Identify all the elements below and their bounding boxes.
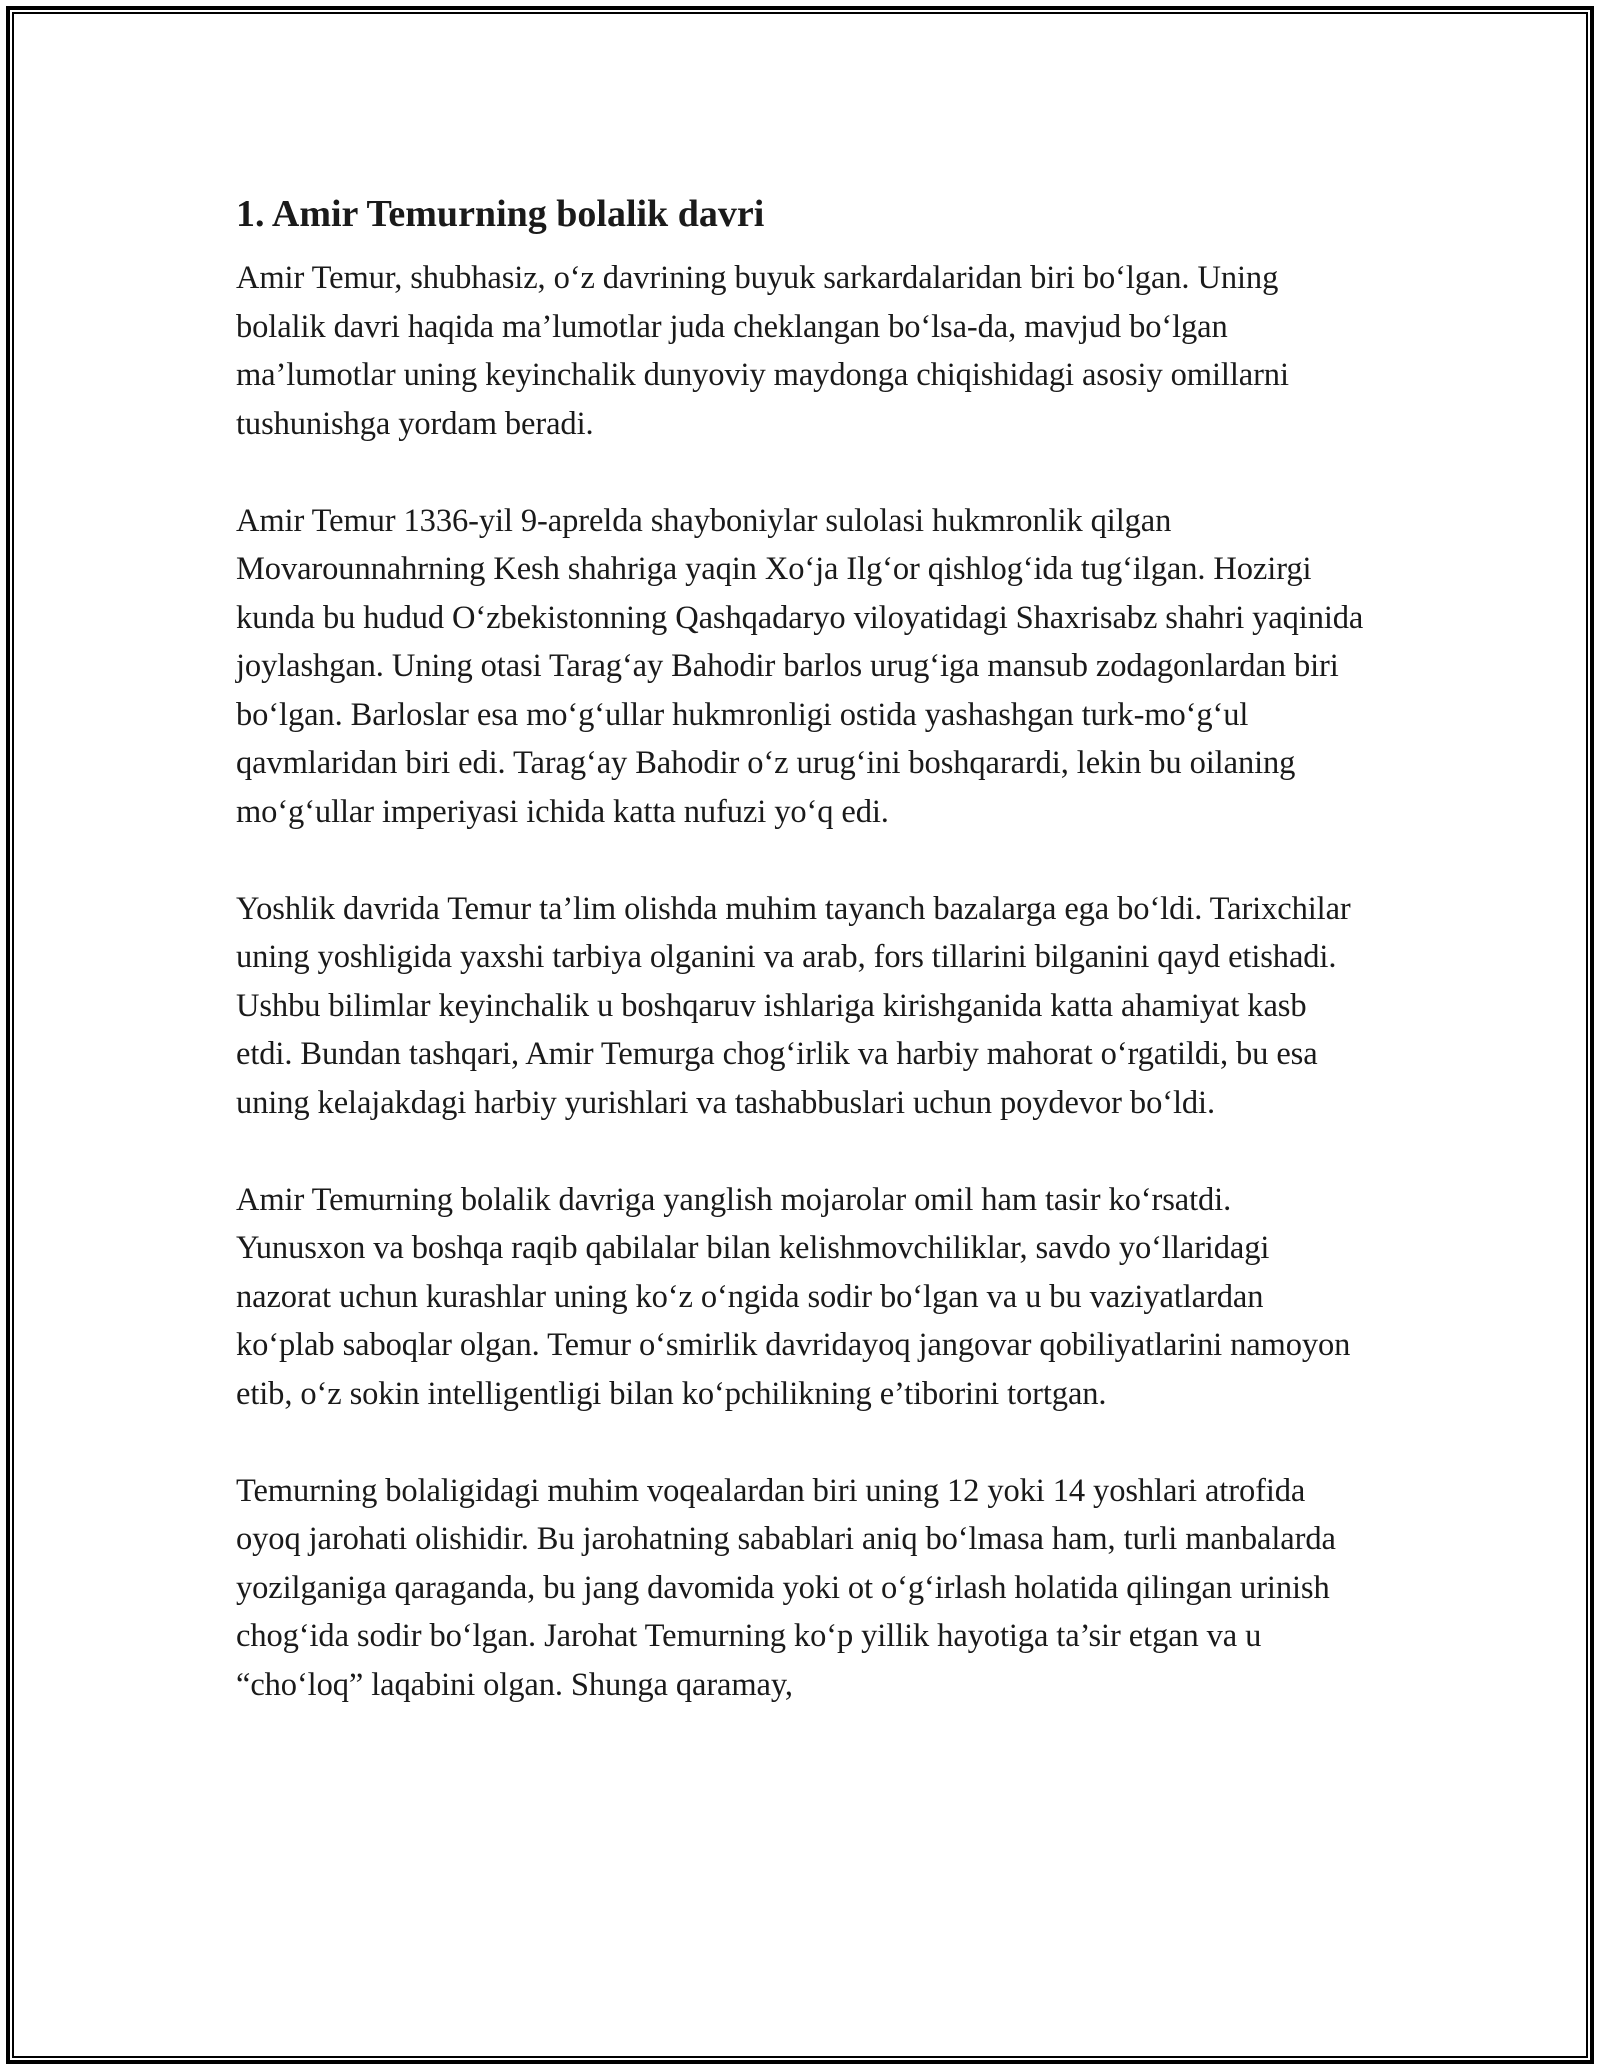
paragraph-4: Amir Temurning bolalik davriga yanglish mojarolar omil ham tasir ko‘rsatdi. Yunusxon va boshqa raqib qabilalar bilan kelishmovchiliklar, savdo yo‘llaridagi nazorat uchun kurashlar uning ko‘z o‘ngida sodir bo‘lgan va u bu vaziyatlardan ko‘plab saboqlar olgan. Temur o‘smirlik davridayoq jangovar qobiliyatlarini namoyon etib, o‘z sokin intelligentligi bilan ko‘pchilikning e’tiborini tortgan. bbox=[236, 1181, 1351, 1412]
paragraph-5: Temurning bolaligidagi muhim voqealardan biri uning 12 yoki 14 yoshlari atrofida oyoq jarohati olishidir. Bu jarohatning sabablari aniq bo‘lmasa ham, turli manbalarda yozilganiga qaraganda, bu jang davomida yoki ot o‘g‘irlash holatida qilingan urinish chog‘ida sodir bo‘lgan. Jarohat Temurning ko‘p yillik hayotiga ta’sir etgan va u “cho‘loq” laqabini olgan. Shunga qaramay, bbox=[236, 1472, 1336, 1703]
paragraph-3: Yoshlik davrida Temur ta’lim olishda muhim tayanch bazalarga ega bo‘ldi. Tarixchilar uning yoshligida yaxshi tarbiya olganini va arab, fors tillarini bilganini qayd etishadi. Ushbu bilimlar keyinchalik u boshqaruv ishlariga kirishganida katta ahamiyat kasb etdi. Bundan tashqari, Amir Temurga chog‘irlik va harbiy mahorat o‘rgatildi, bu esa uning kelajakdagi harbiy yurishlari va tashabbuslari uchun poydevor bo‘ldi. bbox=[236, 890, 1351, 1121]
document-body bbox=[236, 186, 1366, 1758]
paragraph-1: Amir Temur, shubhasiz, o‘z davrining buyuk sarkardalaridan biri bo‘lgan. Uning bolalik davri haqida ma’lumotlar juda cheklangan bo‘lsa-da, mavjud bo‘lgan ma’lumotlar uning keyinchalik dunyoviy maydonga chiqishidagi asosiy omillarni tushunishga yordam beradi. bbox=[236, 260, 1289, 442]
paragraph-2: Amir Temur 1336-yil 9-aprelda shayboniylar sulolasi hukmronlik qilgan Movarounnahrning Kesh shahriga yaqin Xo‘ja Ilg‘or qishlog‘ida tug‘ilgan. Hozirgi kunda bu hudud O‘zbekistonning Qashqadaryo viloyatidagi Shaxrisabz shahri yaqinida joylashgan. Uning otasi Tarag‘ay Bahodir barlos urug‘iga mansub zodagonlardan biri bo‘lgan. Barloslar esa mo‘g‘ullar hukmronligi ostida yashashgan turk-mo‘g‘ul qavmlaridan biri edi. Tarag‘ay Bahodir o‘z urug‘ini boshqarardi, lekin bu oilaning mo‘g‘ullar imperiyasi ichida katta nufuzi yo‘q edi. bbox=[236, 502, 1364, 830]
section-heading: 1. Amir Temurning bolalik davri bbox=[236, 193, 765, 235]
